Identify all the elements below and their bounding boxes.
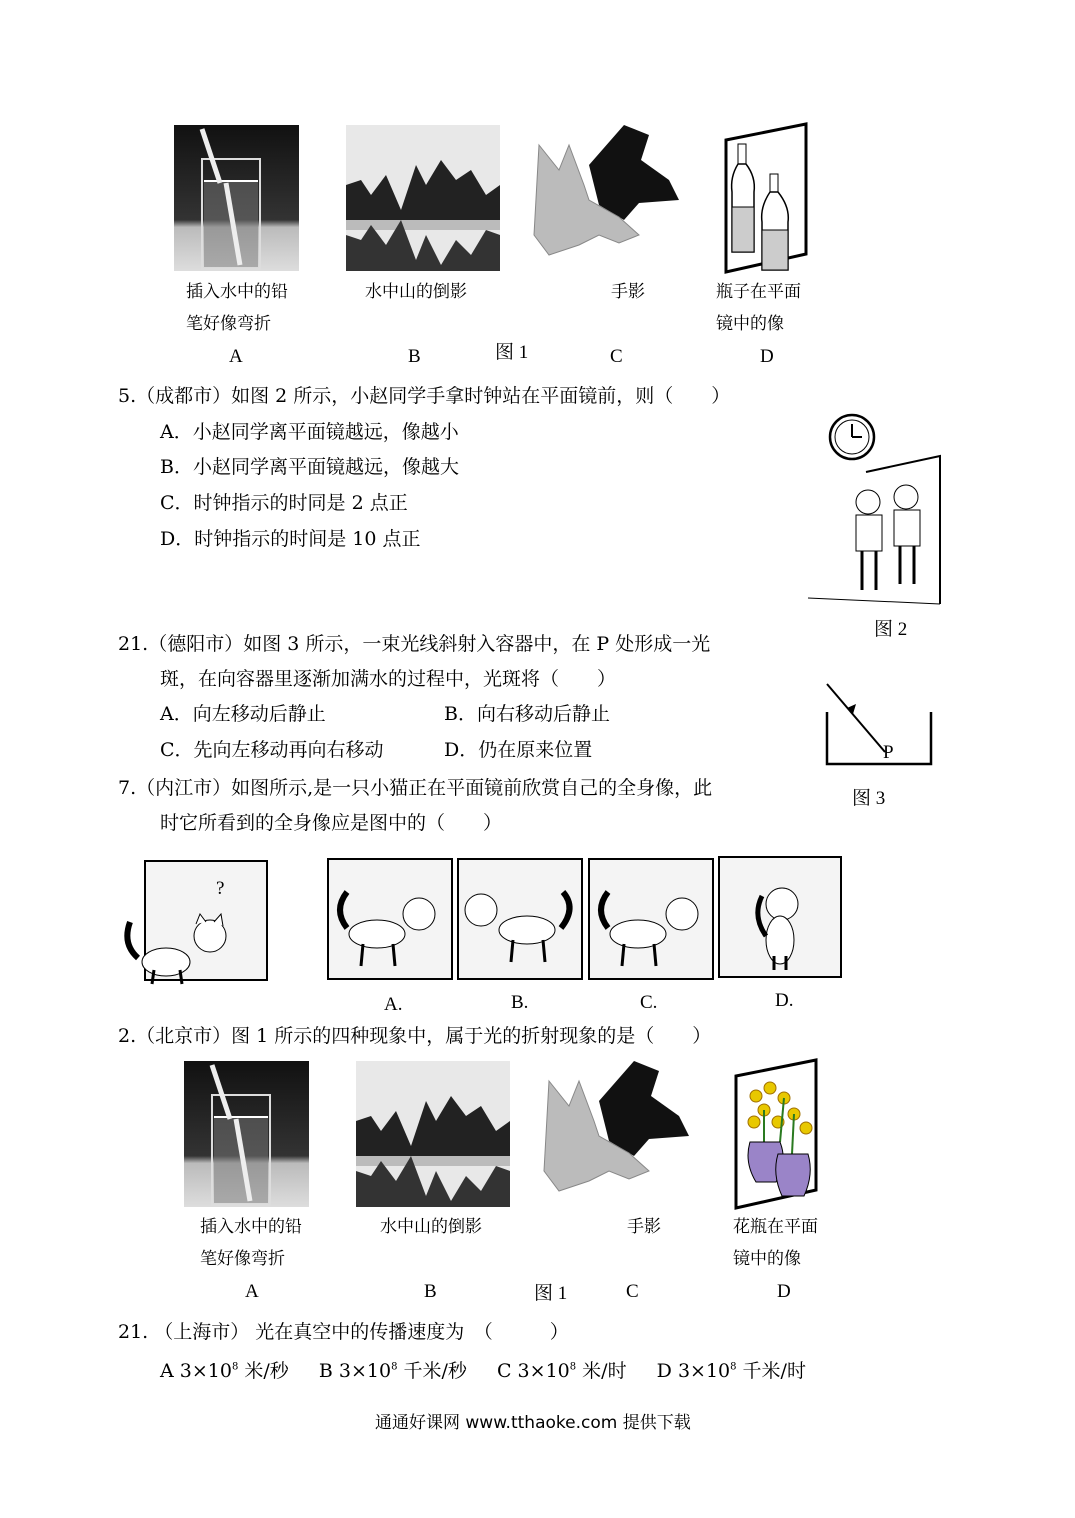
figure-label-3: 图 3 xyxy=(852,788,886,809)
q21a-option-d: D．仍在原来位置 xyxy=(444,739,593,761)
q7-stem-line2: 时它所看到的全身像应是图中的（ ） xyxy=(160,812,503,834)
caption-a-line2: 笔好像弯折 xyxy=(186,314,271,334)
q5-option-b: B．小赵同学离平面镜越远，像越大 xyxy=(160,456,459,478)
hand-shadow-photo-2 xyxy=(539,1061,714,1207)
letter-d: D xyxy=(760,346,774,367)
cat-letter-a: A. xyxy=(384,994,403,1015)
q21b-option-d: D $3\times 10^8$ 千米/时 xyxy=(656,1360,806,1383)
q21b-option-b: B $3\times 10^8$ 千米/秒 xyxy=(318,1360,467,1383)
q2-caption-a-line2: 笔好像弯折 xyxy=(200,1249,285,1269)
q21b-stem: 21. （上海市） 光在真空中的传播速度为 （ ） xyxy=(118,1321,569,1343)
figure-label-1: 图 1 xyxy=(495,342,529,363)
cat-letter-b: B. xyxy=(511,992,529,1013)
vase-mirror-drawing xyxy=(734,1058,820,1210)
q2-letter-d: D xyxy=(777,1281,791,1302)
q21a-stem-line1: 21.（德阳市）如图 3 所示，一束光线斜射入容器中，在 P 处形成一光 xyxy=(118,633,711,655)
footer-text: 通通好课网 www.tthaoke.com 提供下载 xyxy=(375,1413,691,1433)
q2-caption-b: 水中山的倒影 xyxy=(380,1217,482,1237)
q2-figure-label: 图 1 xyxy=(534,1283,568,1304)
cat-option-d-drawing[interactable] xyxy=(718,856,842,978)
point-p-label: P xyxy=(883,742,894,763)
cat-option-b-drawing[interactable] xyxy=(457,858,583,980)
q2-stem: 2.（北京市）图 1 所示的四种现象中，属于光的折射现象的是（ ） xyxy=(118,1025,712,1047)
cat-letter-c: C. xyxy=(640,992,658,1013)
q2-caption-d-line2: 镜中的像 xyxy=(733,1249,801,1269)
pencil-in-water-photo xyxy=(174,125,299,271)
q21a-option-c: C．先向左移动再向右移动 xyxy=(160,739,384,761)
q2-letter-c: C xyxy=(626,1281,639,1302)
letter-a: A xyxy=(229,346,243,367)
q2-caption-a-line1: 插入水中的铅 xyxy=(200,1217,302,1237)
container-light-ray-diagram xyxy=(823,680,935,768)
caption-d-line2: 镜中的像 xyxy=(716,314,784,334)
q5-stem: 5.（成都市）如图 2 所示，小赵同学手拿时钟站在平面镜前，则（ ） xyxy=(118,385,731,407)
q2-letter-b: B xyxy=(424,1281,437,1302)
pencil-in-water-photo-2 xyxy=(184,1061,309,1207)
letter-b: B xyxy=(408,346,421,367)
q2-caption-d-line1: 花瓶在平面 xyxy=(733,1217,818,1237)
caption-d-line1: 瓶子在平面 xyxy=(716,282,801,302)
cat-option-c-drawing[interactable] xyxy=(588,858,714,980)
q21a-option-b: B．向右移动后静止 xyxy=(444,703,610,725)
caption-a-line1: 插入水中的铅 xyxy=(186,282,288,302)
caption-b: 水中山的倒影 xyxy=(365,282,467,302)
hand-shadow-photo xyxy=(529,125,704,271)
question-mark: ? xyxy=(216,878,225,899)
figure-label-2: 图 2 xyxy=(874,619,908,640)
cat-mirror-drawing xyxy=(118,858,274,990)
cat-letter-d: D. xyxy=(775,990,794,1011)
q2-caption-c: 手影 xyxy=(627,1217,661,1237)
caption-c: 手影 xyxy=(611,282,645,302)
q7-stem-line1: 7.（内江市）如图所示,是一只小猫正在平面镜前欣赏自己的全身像，此 xyxy=(118,777,713,799)
q5-option-c: C．时钟指示的时同是 2 点正 xyxy=(160,492,408,514)
cat-option-a-drawing[interactable] xyxy=(327,858,453,980)
mountain-reflection-photo xyxy=(346,125,500,271)
q21b-options xyxy=(160,1356,806,1383)
q21a-stem-line2: 斑，在向容器里逐渐加满水的过程中，光斑将（ ） xyxy=(160,668,617,690)
q21a-option-a: A．向左移动后静止 xyxy=(160,703,326,725)
letter-c: C xyxy=(610,346,623,367)
q5-option-d: D．时钟指示的时间是 10 点正 xyxy=(160,528,421,550)
q5-option-a: A．小赵同学离平面镜越远，像越小 xyxy=(160,421,459,443)
q21b-option-c: C $3\times 10^8$ 米/时 xyxy=(496,1360,627,1383)
q21b-option-a: A $3\times 10^8$ 米/秒 xyxy=(160,1360,289,1383)
mountain-reflection-photo-2 xyxy=(356,1061,510,1207)
boy-clock-mirror-drawing xyxy=(806,412,944,608)
bottles-mirror-drawing xyxy=(724,122,810,274)
q2-letter-a: A xyxy=(245,1281,259,1302)
